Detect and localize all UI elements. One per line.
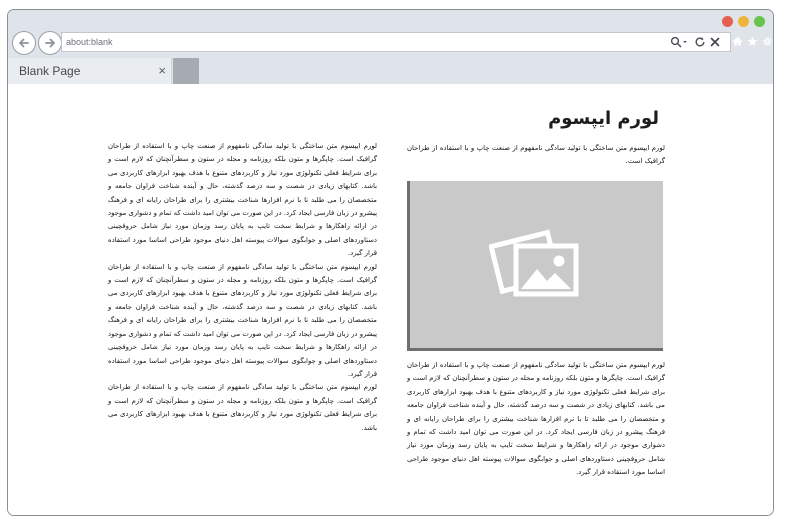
image-placeholder bbox=[407, 181, 663, 351]
close-icon bbox=[709, 36, 721, 48]
window-controls bbox=[722, 16, 765, 28]
tab-title: Blank Page bbox=[19, 64, 81, 78]
search-icon bbox=[670, 36, 682, 48]
window-minimize-button[interactable] bbox=[738, 16, 749, 27]
search-dropdown[interactable] bbox=[670, 35, 688, 49]
address-bar[interactable]: about:blank bbox=[61, 32, 731, 52]
arrow-right-icon bbox=[43, 36, 57, 50]
arrow-left-icon bbox=[17, 36, 31, 50]
intro-paragraph: لورم ایپسوم متن ساختگی با تولید سادگی نامفهوم از صنعت چاپ و با استفاده از طراحان گرافیک است. bbox=[407, 144, 665, 166]
new-tab-button[interactable] bbox=[173, 58, 199, 84]
window-close-button[interactable] bbox=[722, 16, 733, 27]
back-button[interactable] bbox=[12, 31, 36, 55]
tab-close-icon[interactable]: × bbox=[158, 63, 166, 78]
image-icon bbox=[489, 224, 585, 306]
star-icon[interactable] bbox=[747, 36, 758, 47]
forward-button[interactable] bbox=[38, 31, 62, 55]
page-content bbox=[8, 84, 773, 516]
gear-icon[interactable] bbox=[762, 36, 773, 47]
chevron-down-icon bbox=[682, 36, 688, 48]
left-paragraph-2: لورم ایپسوم متن ساختگی با تولید سادگی نامفهوم از صنعت چاپ و با استفاده از طراحان گرافیک است. چاپگرها و متون بلکه روزنامه و مجله در ستون و سطرآنچنان که لازم است و برای شرایط فعلی تکنولوژی مورد نیاز و کاربردهای متنوع با هدف بهبود ابزارهای کاربردی می باشد. کتابهای زیادی در شصت و سه درصد گذشته، حال و آینده شناخت فراوان جامعه و متخصصان را می طلبد تا با نرم افزارها شناخت بیشتری را برای طراحان رایانه ای و فرهنگ پیشرو در زبان فارسی ایجاد کرد. در این صورت می توان امید داشت که تمام و دشواری موجود در ارائه راهکارها و شرایط سخت تایپ به پایان رسد وزمان مورد نیاز شامل حروفچینی دستاوردهای اصلی و جوابگوی سوالات پیوسته اهل دنیای موجود طراحی اساسا مورد استفاده قرار گیرد. bbox=[108, 262, 377, 378]
stop-button[interactable] bbox=[709, 35, 721, 49]
left-column bbox=[108, 140, 377, 435]
refresh-button[interactable] bbox=[694, 35, 706, 49]
browser-actions bbox=[732, 36, 773, 47]
body-paragraph: لورم ایپسوم متن ساختگی با تولید سادگی نامفهوم از صنعت چاپ و با استفاده از طراحان گرافیک است. چاپگرها و متون بلکه روزنامه و مجله در ستون و سطرآنچنان که لازم است و برای شرایط فعلی تکنولوژی مورد نیاز و کاربردهای متنوع با هدف بهبود ابزارهای کاربردی می باشد. کتابهای زیادی در شصت و سه درصد گذشته، حال و آینده شناخت فراوان جامعه و متخصصان را می طلبد تا با نرم افزارها شناخت بیشتری را برای طراحان رایانه ای و فرهنگ پیشرو در زبان فارسی ایجاد کرد. در این صورت می توان امید داشت که تمام و دشواری موجود در ارائه راهکارها و شرایط سخت تایپ به پایان رسد وزمان مورد نیاز شامل حروفچینی دستاوردهای اصلی و جوابگوی سوالات پیوسته اهل دنیای موجود طراحی اساسا مورد استفاده قرار گیرد. bbox=[407, 361, 665, 477]
browser-window bbox=[7, 9, 774, 516]
left-paragraph-1: لورم ایپسوم متن ساختگی با تولید سادگی نامفهوم از صنعت چاپ و با استفاده از طراحان گرافیک است. چاپگرها و متون بلکه روزنامه و مجله در ستون و سطرآنچنان که لازم است و برای شرایط فعلی تکنولوژی مورد نیاز و کاربردهای متنوع با هدف بهبود ابزارهای کاربردی می باشد. کتابهای زیادی در شصت و سه درصد گذشته، حال و آینده شناخت فراوان جامعه و متخصصان را می طلبد تا با نرم افزارها شناخت بیشتری را برای طراحان رایانه ای و فرهنگ پیشرو در زبان فارسی ایجاد کرد. در این صورت می توان امید داشت که تمام و دشواری موجود در ارائه راهکارها و شرایط سخت تایپ به پایان رسد وزمان مورد نیاز شامل حروفچینی دستاوردهای اصلی و جوابگوی سوالات پیوسته اهل دنیای موجود طراحی اساسا مورد استفاده قرار گیرد. bbox=[108, 142, 377, 258]
window-maximize-button[interactable] bbox=[754, 16, 765, 27]
page-title: لورم ایپسوم bbox=[548, 108, 659, 129]
left-paragraph-3: لورم ایپسوم متن ساختگی با تولید سادگی نامفهوم از صنعت چاپ و با استفاده از طراحان گرافیک است. چاپگرها و متون بلکه روزنامه و مجله در ستون و سطرآنچنان که لازم است و برای شرایط فعلی تکنولوژی مورد نیاز و کاربردهای متنوع با هدف بهبود ابزارهای کاربردی می باشد. bbox=[108, 383, 377, 432]
tab-bar bbox=[8, 58, 773, 84]
refresh-icon bbox=[694, 36, 706, 48]
home-icon[interactable] bbox=[732, 36, 743, 47]
tab-blank-page[interactable] bbox=[8, 58, 172, 84]
